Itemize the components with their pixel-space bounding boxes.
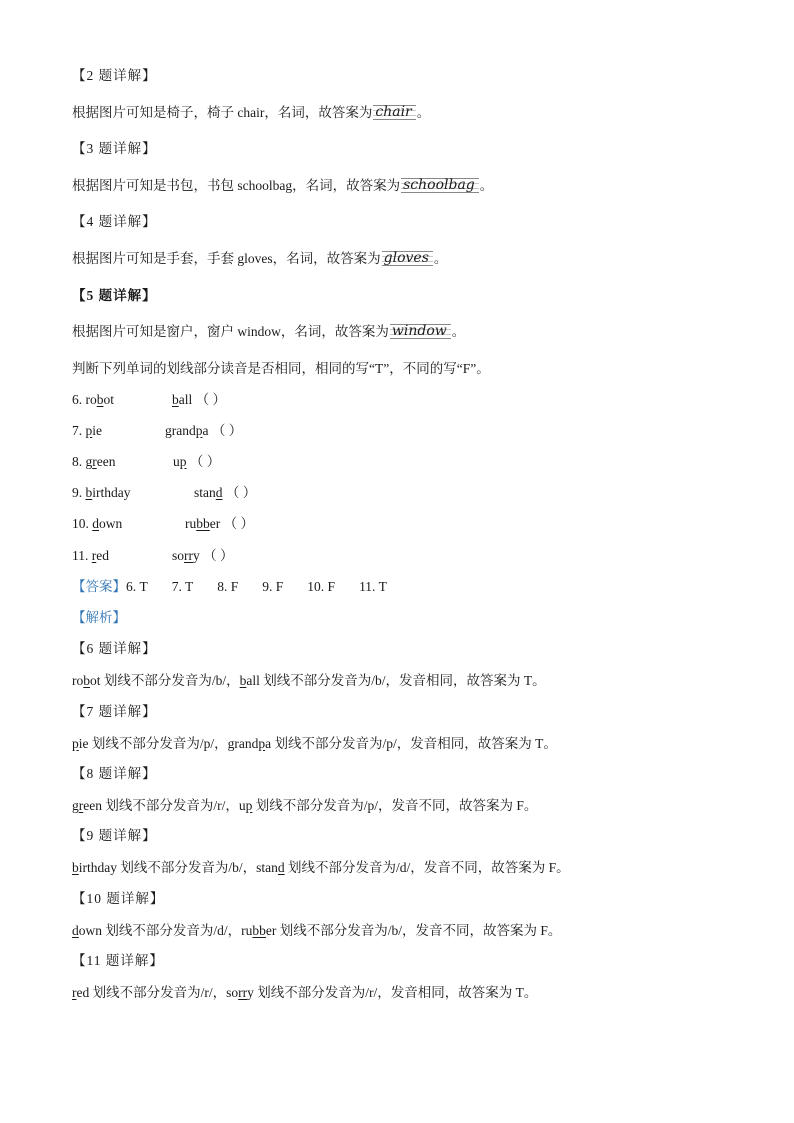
detail-word-1-part: own bbox=[78, 923, 102, 938]
exercise-item bbox=[72, 453, 115, 471]
q2-body bbox=[72, 104, 430, 122]
detail-text: 划线不部分发音为/d/，发音不同，故答案为 F。 bbox=[288, 860, 570, 875]
exercise-word-2-part: so bbox=[172, 548, 185, 563]
q2-body-text: 根据图片可知是椅子，椅子 chair，名词，故答案为 bbox=[72, 105, 373, 120]
exercise-word-1-part: g bbox=[85, 454, 93, 469]
exercise-item bbox=[72, 547, 109, 565]
detail-text: 划线不部分发音为/b/， bbox=[117, 860, 257, 875]
detail-word-2-part: ru bbox=[241, 923, 253, 938]
exercise-word-2-part: u bbox=[173, 454, 180, 469]
answer-blank: （ ） bbox=[220, 516, 254, 531]
detail-word-2-part: grand bbox=[227, 736, 259, 751]
detail-text: 划线不部分发音为/p/，发音相同，故答案为 T。 bbox=[271, 736, 557, 751]
exercise-word-2 bbox=[172, 392, 192, 407]
q4-body bbox=[72, 250, 447, 268]
detail-word-2-part: er bbox=[265, 923, 277, 938]
exercise-compare bbox=[165, 422, 242, 440]
answer-blank: （ ） bbox=[186, 454, 221, 469]
exercise-number: 6. bbox=[72, 392, 86, 407]
q3-header: 【3 题详解】 bbox=[72, 141, 157, 156]
exercise-word-2-underlined-part: rr bbox=[184, 548, 194, 563]
exercise-word-1 bbox=[92, 516, 122, 531]
q4-body-end: 。 bbox=[433, 251, 448, 266]
detail-word-1 bbox=[72, 798, 102, 813]
detail-header: 【8 题详解】 bbox=[72, 766, 157, 781]
q3-handwritten-answer: schoolbag bbox=[401, 178, 479, 193]
exercise-word-2-underlined-part: d bbox=[215, 485, 223, 500]
q5-header: 【5 题详解】 bbox=[72, 288, 157, 303]
detail-word-2-part: u bbox=[238, 798, 246, 813]
exercise-word-1-part: own bbox=[99, 516, 123, 531]
detail-word-1-part: ed bbox=[76, 985, 90, 1000]
q5-body-end: 。 bbox=[451, 324, 466, 339]
q4-body-text: 根据图片可知是手套，手套 gloves，名词，故答案为 bbox=[72, 251, 381, 266]
exercise-word-2-part: stan bbox=[194, 485, 216, 500]
detail-body bbox=[72, 984, 537, 1002]
answer-item: 9. F bbox=[262, 579, 284, 594]
detail-word-2-underlined-part: d bbox=[277, 860, 285, 875]
q3-body-text: 根据图片可知是书包，书包 schoolbag，名词，故答案为 bbox=[72, 178, 401, 193]
exercise-compare bbox=[185, 515, 254, 533]
detail-text: 划线不部分发音为/b/，发音相同，故答案为 T。 bbox=[259, 673, 546, 688]
analysis-label: 【解析】 bbox=[72, 610, 126, 625]
answer-item: 11. T bbox=[359, 579, 387, 594]
detail-text: 划线不部分发音为/b/，发音不同，故答案为 F。 bbox=[276, 923, 562, 938]
answer-item: 10. F bbox=[307, 579, 336, 594]
exercise-item bbox=[72, 484, 131, 502]
detail-header: 【11 题详解】 bbox=[72, 953, 164, 968]
exercise-word-2-underlined-part: p bbox=[179, 454, 187, 469]
detail-word-1-part: ie bbox=[78, 736, 89, 751]
exercise-word-1 bbox=[92, 548, 109, 563]
detail-word-2-underlined-part: bb bbox=[252, 923, 266, 938]
exercise-word-2-underlined-part: p bbox=[195, 423, 203, 438]
q5-body bbox=[72, 323, 465, 341]
exercise-word-2-part: ru bbox=[185, 516, 197, 531]
answer-blank: （ ） bbox=[192, 392, 226, 407]
exercise-word-1-underlined-part: b bbox=[96, 392, 104, 407]
exercise-word-2-part: y bbox=[193, 548, 200, 563]
detail-text: 划线不部分发音为/r/， bbox=[89, 985, 227, 1000]
detail-header: 【7 题详解】 bbox=[72, 704, 157, 719]
exercise-word-2 bbox=[165, 423, 209, 438]
exercise-word-1-underlined-part: r bbox=[91, 548, 97, 563]
detail-word-2 bbox=[240, 673, 260, 688]
detail-text: 划线不部分发音为/p/，发音不同，故答案为 F。 bbox=[255, 798, 538, 813]
q5-handwritten-answer: window bbox=[390, 324, 451, 339]
exercise-word-1-part: een bbox=[96, 454, 116, 469]
detail-word-1 bbox=[72, 985, 89, 1000]
exercise-word-1-part: ed bbox=[96, 548, 109, 563]
detail-body bbox=[72, 859, 570, 877]
detail-text: 划线不部分发音为/p/， bbox=[88, 736, 228, 751]
exercise-compare bbox=[194, 484, 256, 502]
detail-word-1-part: irthday bbox=[78, 860, 117, 875]
answer-item: 8. F bbox=[217, 579, 239, 594]
detail-word-2 bbox=[228, 736, 272, 751]
detail-word-2-part: so bbox=[226, 985, 239, 1000]
detail-body bbox=[72, 672, 546, 690]
detail-word-1-underlined-part: b bbox=[83, 673, 90, 688]
answer-row bbox=[72, 578, 411, 596]
detail-word-1-underlined-part: r bbox=[72, 985, 77, 1000]
exercise-word-1-underlined-part: r bbox=[92, 454, 97, 469]
detail-word-2 bbox=[256, 860, 288, 875]
exercise-number: 7. bbox=[72, 423, 86, 438]
detail-word-2-part: stan bbox=[256, 860, 278, 875]
detail-word-1 bbox=[72, 923, 102, 938]
detail-body bbox=[72, 922, 561, 940]
exercise-word-2-part: grand bbox=[165, 423, 196, 438]
q2-body-end: 。 bbox=[416, 105, 431, 120]
q2-handwritten-answer: chair bbox=[373, 105, 415, 120]
answer-item: 7. T bbox=[171, 579, 194, 594]
detail-word-2 bbox=[226, 985, 254, 1000]
exercise-word-2 bbox=[194, 485, 223, 500]
detail-word-1-part: ro bbox=[72, 673, 84, 688]
detail-text: 划线不部分发音为/d/， bbox=[102, 923, 242, 938]
answer-label: 【答案】 bbox=[72, 579, 126, 594]
exercise-word-1-part: ie bbox=[92, 423, 102, 438]
detail-header: 【6 题详解】 bbox=[72, 641, 157, 656]
detail-word-1-underlined-part: d bbox=[72, 923, 79, 938]
exercise-number: 9. bbox=[72, 485, 86, 500]
q4-handwritten-answer: gloves bbox=[382, 251, 433, 266]
q2-header: 【2 题详解】 bbox=[72, 68, 157, 83]
exercise-word-2-part: all bbox=[178, 392, 193, 407]
detail-word-2-underlined-part: p bbox=[258, 736, 266, 751]
detail-word-1-underlined-part: r bbox=[78, 798, 84, 813]
exercise-word-2 bbox=[185, 516, 220, 531]
exercise-word-1-part: irthday bbox=[92, 485, 131, 500]
exercise-word-1-underlined-part: d bbox=[92, 516, 99, 531]
detail-body bbox=[72, 797, 537, 815]
detail-body bbox=[72, 735, 557, 753]
exercise-word-2-part: er bbox=[209, 516, 221, 531]
detail-word-2-underlined-part: rr bbox=[238, 985, 248, 1000]
exercise-word-1 bbox=[86, 454, 116, 469]
q3-body-end: 。 bbox=[479, 178, 494, 193]
q3-body bbox=[72, 177, 493, 195]
exercise-word-1 bbox=[86, 485, 131, 500]
detail-word-1-underlined-part: p bbox=[72, 736, 79, 751]
detail-word-1-part: een bbox=[83, 798, 102, 813]
detail-word-1 bbox=[72, 673, 101, 688]
exercise-item bbox=[72, 422, 102, 440]
exercise-word-1-part: ot bbox=[103, 392, 115, 407]
answer-item: 6. T bbox=[126, 579, 148, 594]
detail-word-2-part: all bbox=[246, 673, 260, 688]
detail-word-2 bbox=[239, 798, 256, 813]
exercise-word-1-underlined-part: p bbox=[85, 423, 93, 438]
answer-blank: （ ） bbox=[199, 548, 234, 563]
detail-word-1-part: ot bbox=[90, 673, 101, 688]
q5-body-text: 根据图片可知是窗户，窗户 window，名词，故答案为 bbox=[72, 324, 389, 339]
exercise-word-2 bbox=[173, 454, 187, 469]
exercise-word-1 bbox=[86, 392, 115, 407]
exercise-number: 8. bbox=[72, 454, 86, 469]
detail-word-2-part: y bbox=[247, 985, 254, 1000]
exercise-word-1-underlined-part: b bbox=[85, 485, 93, 500]
exercise-word-1 bbox=[86, 423, 103, 438]
detail-text: 划线不部分发音为/b/， bbox=[100, 673, 240, 688]
exercise-item bbox=[72, 515, 122, 533]
exercise-word-2-part: a bbox=[202, 423, 209, 438]
detail-word-1 bbox=[72, 860, 117, 875]
detail-word-2 bbox=[241, 923, 276, 938]
detail-word-1-part: g bbox=[72, 798, 79, 813]
detail-word-1-underlined-part: b bbox=[72, 860, 79, 875]
exercise-compare bbox=[172, 547, 234, 565]
q4-header: 【4 题详解】 bbox=[72, 214, 157, 229]
exercise-word-2-underlined-part: b bbox=[172, 392, 179, 407]
exercise-number: 10. bbox=[72, 516, 93, 531]
instruction-text: 判断下列单词的划线部分读音是否相同，相同的写“T”，不同的写“F”。 bbox=[72, 361, 490, 376]
exercise-word-1-part: ro bbox=[85, 392, 97, 407]
answer-items bbox=[126, 579, 411, 594]
detail-word-1 bbox=[72, 736, 89, 751]
detail-word-2-part: a bbox=[265, 736, 272, 751]
exercise-item bbox=[72, 391, 114, 409]
detail-header: 【9 题详解】 bbox=[72, 828, 157, 843]
detail-text: 划线不部分发音为/r/，发音相同，故答案为 T。 bbox=[253, 985, 538, 1000]
exercise-compare bbox=[172, 391, 226, 409]
exercise-word-2 bbox=[172, 548, 200, 563]
detail-text: 划线不部分发音为/r/， bbox=[101, 798, 239, 813]
answer-blank: （ ） bbox=[208, 423, 243, 438]
exercise-word-2-underlined-part: bb bbox=[196, 516, 210, 531]
exercise-compare bbox=[173, 453, 220, 471]
detail-word-2-underlined-part: p bbox=[245, 798, 253, 813]
detail-word-2-underlined-part: b bbox=[239, 673, 247, 688]
answer-blank: （ ） bbox=[222, 485, 257, 500]
detail-header: 【10 题详解】 bbox=[72, 891, 165, 906]
exercise-number: 11. bbox=[72, 548, 92, 563]
